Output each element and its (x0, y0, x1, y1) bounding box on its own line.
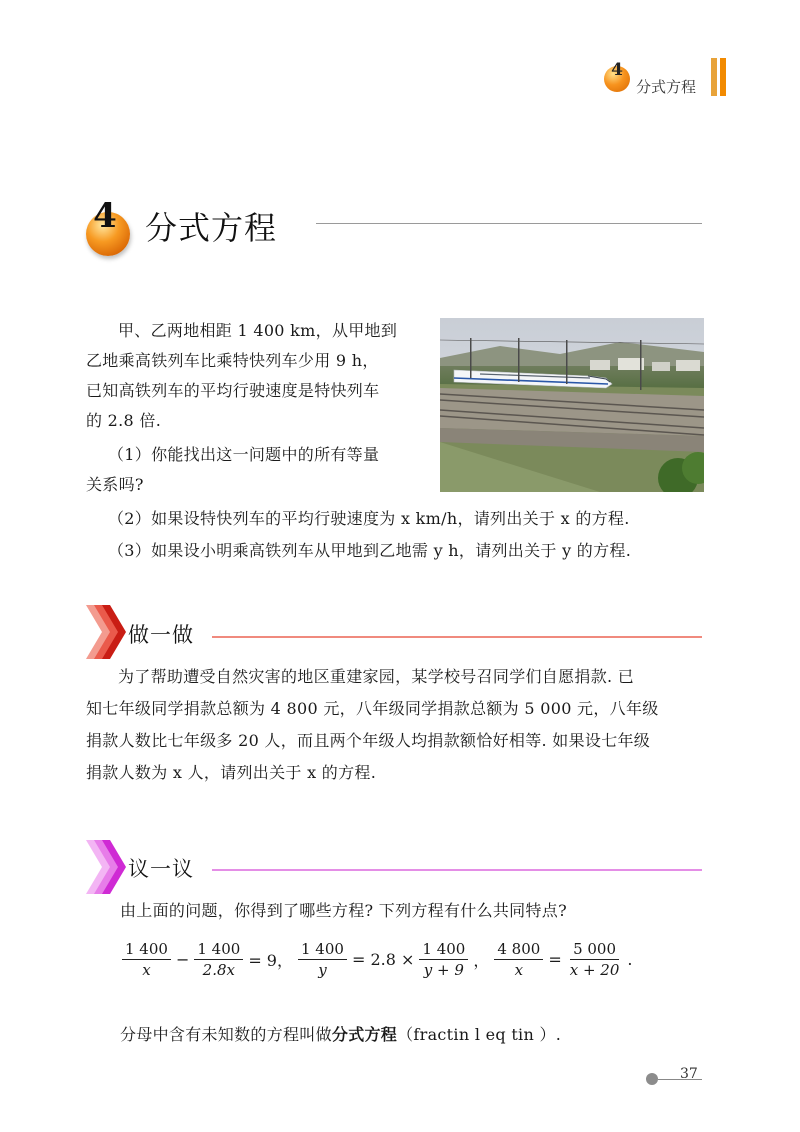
zuo-yi-zuo-text: 知七年级同学捐款总额为 4 800 元，八年级同学捐款总额为 5 000 元，八年级 (86, 699, 659, 718)
question-1-cont: 关系吗? (86, 475, 144, 494)
high-speed-train-photo (440, 318, 704, 492)
intro-line: 的 2.8 倍. (86, 411, 162, 430)
definition-prefix: 分母中含有未知数的方程叫做 (120, 1025, 332, 1044)
page-title: 分式方程 (145, 209, 278, 247)
fraction: $\frac{1 400}{x}$ (122, 940, 171, 979)
fraction: $\frac{5 000}{x + 20}$ (569, 940, 620, 979)
section-title-yi-yi-yi: 议一议 (128, 857, 194, 881)
title-divider (316, 223, 702, 224)
yi-yi-yi-question: 由上面的问题，你得到了哪些方程? 下列方程有什么共同特点? (120, 901, 567, 920)
fraction: $\frac{1 400}{y + 9}$ (419, 940, 468, 979)
header-chapter-number: 4 (611, 60, 623, 80)
yi-yi-yi-chevron-icon (84, 838, 128, 900)
definition-term: 分式方程 (331, 1025, 398, 1044)
page-number: 37 (680, 1066, 698, 1082)
header-bar-decoration (720, 58, 726, 96)
header-bar-decoration (711, 58, 717, 96)
section-divider (212, 869, 702, 871)
question-2: （2）如果设特快列车的平均行驶速度为 x km/h，请列出关于 x 的方程. (108, 509, 630, 528)
question-1: （1）你能找出这一问题中的所有等量 (108, 445, 380, 464)
intro-line: 甲、乙两地相距 1 400 km，从甲地到 (118, 321, 398, 340)
header-chapter-title: 分式方程 (636, 78, 697, 96)
section-divider (212, 636, 702, 638)
question-3: （3）如果设小明乘高铁列车从甲地到乙地需 y h，请列出关于 y 的方程. (108, 541, 632, 560)
page-dot-icon (646, 1073, 658, 1085)
chapter-number: 4 (93, 196, 117, 236)
fraction: $\frac{1 400}{2.8x}$ (194, 940, 243, 979)
zuo-yi-zuo-text: 捐款人数为 x 人，请列出关于 x 的方程. (86, 763, 377, 782)
definition-suffix: （fractin l eq tin ）. (397, 1025, 562, 1044)
intro-line: 乙地乘高铁列车比乘特快列车少用 9 h， (86, 351, 379, 370)
zuo-yi-zuo-chevron-icon (84, 603, 128, 665)
fractional-equations: $\frac{1 400}{x}$ − $\frac{1 400}{2.8x}$ = 9， $\frac{1 400}{y}$ = 2.8 × $\frac{1 400}{y + 9}$ ， $\frac{4 800}{x}$ = $\frac{5 000}{x + 20}$ . (120, 940, 635, 979)
section-title-zuo-yi-zuo: 做一做 (128, 623, 194, 647)
zuo-yi-zuo-text: 为了帮助遭受自然灾害的地区重建家园，某学校号召同学们自愿捐款. 已 (118, 667, 635, 686)
fraction: $\frac{4 800}{x}$ (494, 940, 543, 979)
fraction: $\frac{1 400}{y}$ (298, 940, 347, 979)
zuo-yi-zuo-text: 捐款人数比七年级多 20 人，而且两个年级人均捐款额恰好相等. 如果设七年级 (86, 731, 651, 750)
intro-line: 已知高铁列车的平均行驶速度是特快列车 (86, 381, 380, 400)
definition (120, 1020, 561, 1050)
